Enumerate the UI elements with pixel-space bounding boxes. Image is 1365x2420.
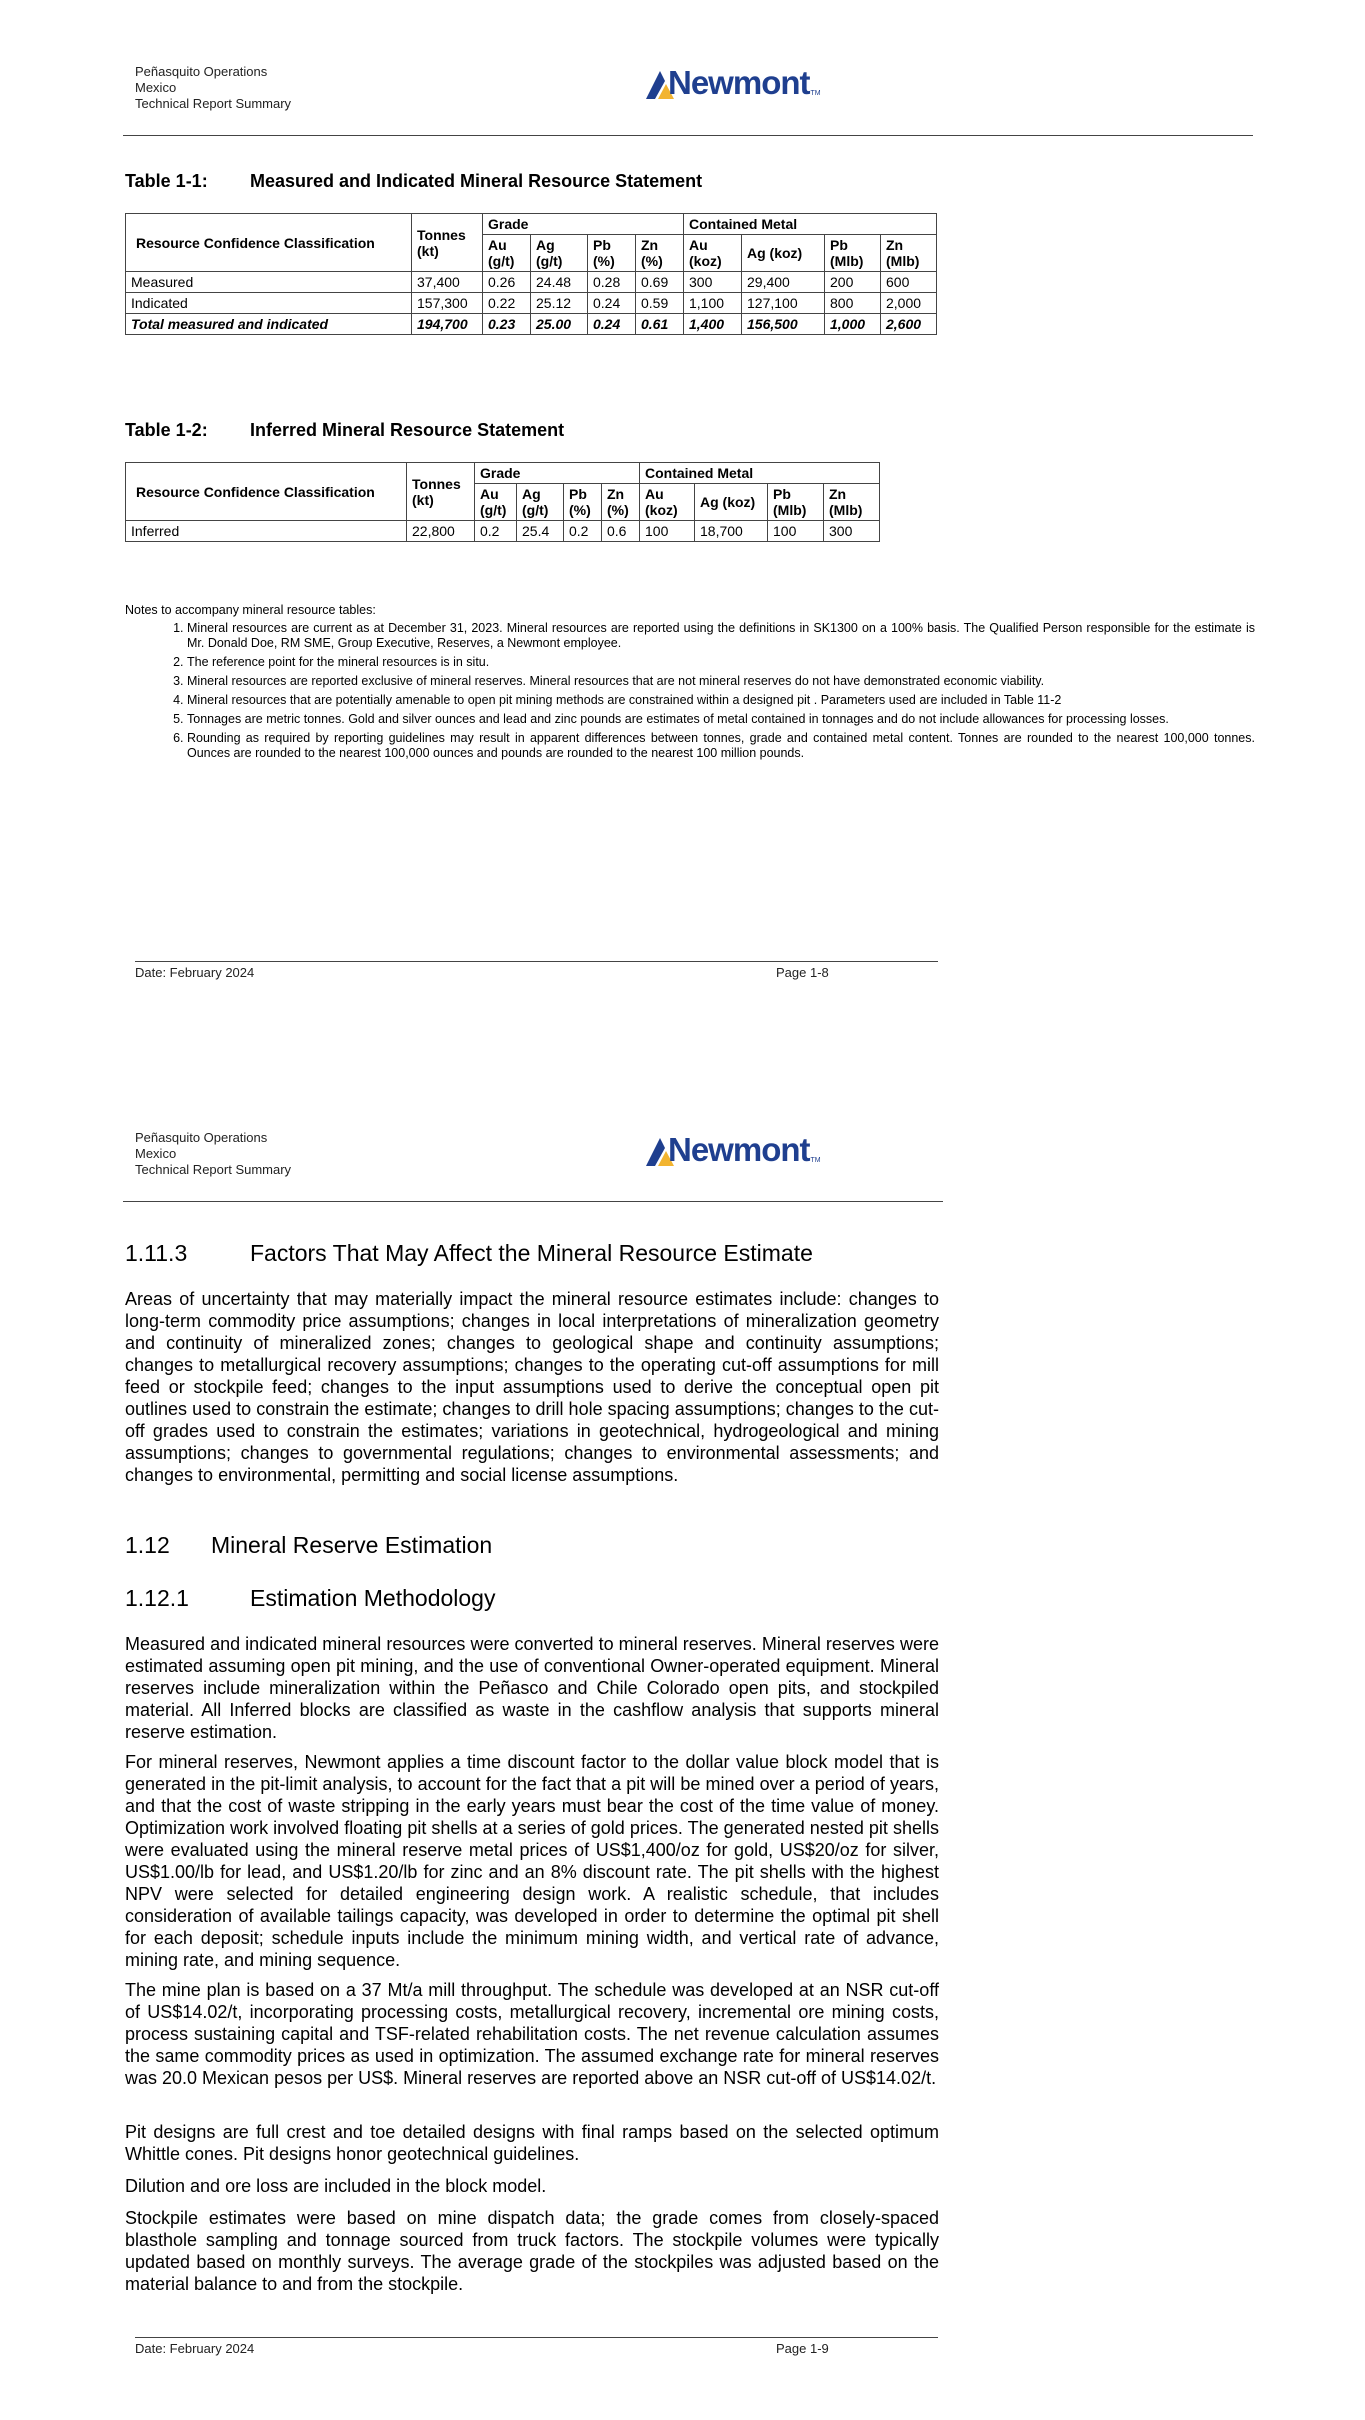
table-cell: 600 [881,272,937,293]
newmont-logo-trademark: TM [810,1157,821,1164]
table-cell: 0.2 [564,521,602,542]
table-cell: 0.6 [602,521,640,542]
table-cell: 0.22 [483,293,531,314]
section-1-12-heading [125,1532,492,1559]
section-title: Mineral Reserve Estimation [211,1532,493,1558]
resource-table-notes [125,603,1255,765]
note-item: 5. Tonnages are metric tonnes. Gold and silver ounces and lead and zinc pounds are estimates of metal contained in tonnages and do not include allowances for processing losses. [187,712,1255,727]
estimation-paragraph-6: Stockpile estimates were based on mine dispatch data; the grade comes from closely-spaced blasthole sampling and tonnage sourced from truck factors. The stockpile volumes were typically updated based on monthly surveys. The average grade of the stockpiles was adjusted based on the material balance to and from the stockpile. [125,2208,939,2294]
table-cell: 25.12 [531,293,588,314]
col-header-classification: Resource Confidence Classification [126,214,412,272]
table-cell: 0.28 [588,272,636,293]
note-item: 6. Rounding as required by reporting guidelines may result in apparent differences between tonnes, grade and contained metal content. Tonnes are rounded to the nearest 100,000 tonnes. Ounces are rounded to the nearest 100,000 ounces and pounds are rounded to the nearest 100 million pounds. [187,731,1255,761]
page-header-text [135,1130,291,1178]
col-header-grade: Grade [483,214,684,235]
col-header-classification: Resource Confidence Classification [126,463,407,521]
table-cell: 0.24 [588,293,636,314]
section-number: 1.11.3 [125,1240,188,1266]
table-cell: Total measured and indicated [126,314,412,335]
section-number: 1.12.1 [125,1585,189,1611]
newmont-logo-text: Newmont [668,1131,810,1168]
table-cell: 100 [768,521,824,542]
header-operations: Peñasquito Operations [135,1130,268,1145]
section-1-11-3-heading [125,1240,813,1267]
table-cell: 0.24 [588,314,636,335]
table-cell: 156,500 [742,314,825,335]
section-title: Factors That May Affect the Mineral Resource Estimate [250,1240,813,1266]
estimation-paragraph-2: For mineral reserves, Newmont applies a time discount factor to the dollar value block model that is generated in the pit-limit analysis, to account for the fact that a pit will be mined over a period of years, and that the cost of waste stripping in the early years must bear the cost of the time value of money. Optimization work involved floating pit shells at a series of gold prices. The generated nested pit shells were evaluated using the mineral reserve metal prices of US$1,400/oz for gold, US$20/oz for silver, US$1.00/lb for lead, and US$1.20/lb for zinc and an 8% discount rate. The pit shells with the highest NPV were selected for detailed engineering design work. A realistic schedule, that includes consideration of available tailings capacity, was developed in order to determine the optimal pit shell for each deposit; schedule inputs include the minimum mining width, and vertical rate of advance, mining rate, and mining sequence. [125,1752,939,1970]
col-header-pb-grade: Pb (%) [564,484,602,521]
table2-caption [125,420,564,441]
section-title: Estimation Methodology [250,1585,496,1611]
table1-caption [125,171,702,192]
table-cell: Measured [126,272,412,293]
newmont-logo [646,1133,821,1166]
header-rule [123,1201,943,1202]
col-header-ag-grade: Ag (g/t) [531,235,588,272]
table-cell: 100 [640,521,695,542]
table-cell: 0.69 [636,272,684,293]
table-cell: 29,400 [742,272,825,293]
col-header-zn-metal: Zn (Mlb) [881,235,937,272]
table-cell: 18,700 [695,521,768,542]
estimation-paragraph-4: Pit designs are full crest and toe detailed designs with final ramps based on the selected optimum Whittle cones. Pit designs honor geotechnical guidelines. [125,2122,939,2164]
table-cell: 2,600 [881,314,937,335]
table-cell: 127,100 [742,293,825,314]
table-cell: 1,000 [825,314,881,335]
table-cell: 0.23 [483,314,531,335]
table2-number: Table 1-2: [125,420,208,440]
table-cell: 0.61 [636,314,684,335]
notes-title: Notes to accompany mineral resource tables: [125,603,376,617]
note-item: 3. Mineral resources are reported exclusive of mineral reserves. Mineral resources that are not mineral reserves do not have demonstrated economic viability. [187,674,1255,689]
table-row [126,293,937,314]
note-item: 1. Mineral resources are current as at December 31, 2023. Mineral resources are reported using the definitions in SK1300 on a 100% basis. The Qualified Person responsible for the estimate is Mr. Donald Doe, RM SME, Group Executive, Reserves, a Newmont employee. [187,621,1255,651]
page-header-text [135,64,291,112]
col-header-tonnes: Tonnes (kt) [412,214,483,272]
table-cell: 1,100 [684,293,742,314]
col-header-au-metal: Au (koz) [640,484,695,521]
col-header-ag-metal: Ag (koz) [742,235,825,272]
col-header-au-metal: Au (koz) [684,235,742,272]
table-cell: Indicated [126,293,412,314]
col-header-au-grade: Au (g/t) [483,235,531,272]
table-cell: 157,300 [412,293,483,314]
col-header-contained-metal: Contained Metal [640,463,880,484]
estimation-paragraph-1: Measured and indicated mineral resources were converted to mineral reserves. Mineral reserves were estimated assuming open pit mining, and the use of conventional Owner-operated equipment. Mineral reserves include mineralization within the Peñasco and Chile Colorado open pits, and stockpiled material. All Inferred blocks are classified as waste in the cashflow analysis that supports mineral reserve estimation. [125,1634,939,1742]
note-item: 4. Mineral resources that are potentially amenable to open pit mining methods are constrained within a designed pit . Parameters used are included in Table 11-2 [187,693,1255,708]
table-cell: 300 [824,521,880,542]
footer-rule [135,961,938,962]
col-header-pb-grade: Pb (%) [588,235,636,272]
col-header-zn-grade: Zn (%) [636,235,684,272]
footer-date: Date: February 2024 [135,965,255,980]
header-country: Mexico [135,80,177,95]
table-cell: 2,000 [881,293,937,314]
table-cell: 300 [684,272,742,293]
col-header-ag-metal: Ag (koz) [695,484,768,521]
table-row [126,272,937,293]
estimation-paragraph-5: Dilution and ore loss are included in the block model. [125,2176,547,2196]
newmont-logo [646,66,821,99]
col-header-grade: Grade [475,463,640,484]
table-cell: 800 [825,293,881,314]
table2-title: Inferred Mineral Resource Statement [250,420,565,440]
section-number: 1.12 [125,1532,170,1558]
table1-title: Measured and Indicated Mineral Resource Statement [250,171,703,191]
footer-rule [135,2337,938,2338]
header-country: Mexico [135,1146,177,1161]
newmont-logo-trademark: TM [810,90,821,97]
col-header-pb-metal: Pb (Mlb) [768,484,824,521]
header-rule [123,135,1253,136]
table-cell: 25.00 [531,314,588,335]
note-item: 2. The reference point for the mineral resources is in situ. [187,655,1255,670]
col-header-ag-grade: Ag (g/t) [517,484,564,521]
col-header-zn-metal: Zn (Mlb) [824,484,880,521]
col-header-au-grade: Au (g/t) [475,484,517,521]
table-cell: 37,400 [412,272,483,293]
table-cell: 25.4 [517,521,564,542]
table-cell: 200 [825,272,881,293]
header-report-type: Technical Report Summary [135,96,292,111]
notes-list [125,621,1255,761]
table-cell: 0.26 [483,272,531,293]
table-cell: 194,700 [412,314,483,335]
section-1-12-1-heading [125,1585,495,1612]
newmont-logo-text: Newmont [668,64,810,101]
table-cell: Inferred [126,521,407,542]
col-header-zn-grade: Zn (%) [602,484,640,521]
estimation-paragraph-3: The mine plan is based on a 37 Mt/a mill throughput. The schedule was developed at an NSR cut-off of US$14.02/t, incorporating processing costs, metallurgical recovery, incremental ore mining costs, process sustaining capital and TSF-related rehabilitation costs. The net revenue calculation assumes the same commodity prices as used in optimization. The assumed exchange rate for mineral reserves was 20.0 Mexican pesos per US$. Mineral reserves are reported above an NSR cut-off of US$14.02/t. [125,1980,939,2088]
footer-date: Date: February 2024 [135,2341,255,2356]
table1-number: Table 1-1: [125,171,208,191]
col-header-contained-metal: Contained Metal [684,214,937,235]
measured-indicated-resource-table [125,213,937,335]
section-1-11-3-paragraph: Areas of uncertainty that may materially impact the mineral resource estimates include: changes to long-term commodity price assumptions; changes in local interpretations of mineralization geometry and continuity of mineralized zones; changes to geological shape and continuity assumptions; changes to metallurgical recovery assumptions; changes to the operating cut-off assumptions for mill feed or stockpile feed; changes to the input assumptions used to derive the conceptual open pit outlines used to constrain the estimate; changes to drill hole spacing assumptions; changes to the cut-off grades used to constrain the estimates; variations in geotechnical, hydrogeological and mining assumptions; changes to governmental regulations; changes to environmental assessments; and changes to environmental, permitting and social license assumptions. [125,1289,939,1485]
table-cell: 1,400 [684,314,742,335]
table-cell: 24.48 [531,272,588,293]
col-header-pb-metal: Pb (Mlb) [825,235,881,272]
header-report-type: Technical Report Summary [135,1162,292,1177]
table-row [126,521,880,542]
footer-page-number: Page 1-9 [776,2341,829,2356]
table-cell: 22,800 [407,521,475,542]
inferred-resource-table [125,462,880,542]
col-header-tonnes: Tonnes (kt) [407,463,475,521]
table-total-row [126,314,937,335]
header-operations: Peñasquito Operations [135,64,268,79]
table-cell: 0.59 [636,293,684,314]
footer-page-number: Page 1-8 [776,965,829,980]
table-cell: 0.2 [475,521,517,542]
